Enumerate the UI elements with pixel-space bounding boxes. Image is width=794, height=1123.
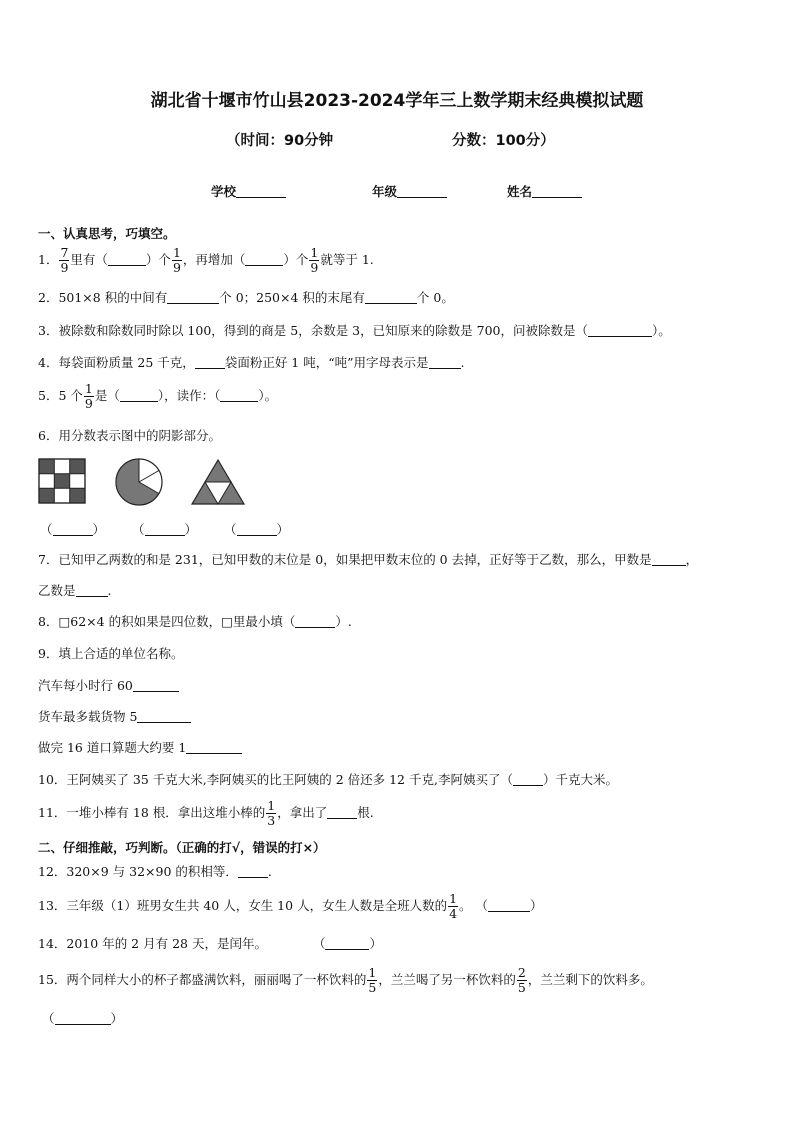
school-field[interactable] bbox=[211, 182, 286, 200]
grade-label: 年级 bbox=[372, 184, 398, 199]
question-7-cont: 乙数是 . bbox=[38, 583, 112, 598]
question-14: 14．2010 年的 2 月有 28 天，是闰年。 （ ） bbox=[38, 936, 382, 951]
answer-blank[interactable] bbox=[588, 324, 652, 337]
fraction: $\frac{1}{9}$ bbox=[84, 381, 93, 411]
figure-3-answer[interactable]: （ ） bbox=[224, 522, 290, 537]
name-label: 姓名 bbox=[507, 184, 533, 199]
fraction: $\frac{1}{4}$ bbox=[449, 891, 458, 921]
exam-score: 分数：100分） bbox=[452, 133, 555, 149]
fraction: $\frac{1}{5}$ bbox=[368, 965, 377, 995]
answer-blank[interactable] bbox=[365, 291, 417, 304]
figure-1-answer[interactable]: （ ） bbox=[40, 522, 106, 537]
answer-blank[interactable] bbox=[429, 356, 461, 369]
question-13: 13．三年级（1）班男女生共 40 人，女生 10 人，女生人数是全班人数的 $\frac{1}{4}$ 。 （ ） bbox=[38, 891, 543, 921]
answer-blank[interactable] bbox=[488, 899, 530, 912]
answer-blank[interactable] bbox=[327, 806, 357, 819]
exam-time: （时间：90分钟 bbox=[226, 133, 334, 149]
question-12: 12．320×9 与 32×90 的积相等． . bbox=[38, 864, 272, 879]
answer-blank[interactable] bbox=[55, 1012, 111, 1025]
question-1: 1． $\frac{7}{9}$ 里有（ ）个 $\frac{1}{9}$ ，再增加（ ）个 $\frac{1}{9}$ 就等于 1. bbox=[38, 245, 374, 275]
answer-blank[interactable] bbox=[652, 553, 686, 566]
question-9-line-3: 做完 16 道口算题大约要 1 bbox=[38, 740, 242, 756]
triangle-figure bbox=[190, 458, 246, 506]
question-7: 7．已知甲乙两数的和是 231，已知甲数的末位是 0，如果把甲数末位的 0 去掉，正好等于乙数，那么，甲数是 ， bbox=[38, 552, 699, 567]
answer-blank[interactable] bbox=[133, 679, 179, 692]
answer-blank[interactable] bbox=[220, 389, 258, 402]
answer-blank[interactable] bbox=[513, 773, 543, 786]
name-blank[interactable] bbox=[532, 184, 582, 198]
grade-blank[interactable] bbox=[397, 184, 447, 198]
circle-figure bbox=[114, 457, 164, 507]
question-2: 2．501×8 积的中间有 个 0；250×4 积的末尾有 个 0。 bbox=[38, 290, 454, 305]
section-1-heading: 一、认真思考，巧填空。 bbox=[38, 226, 176, 241]
fraction: $\frac{2}{5}$ bbox=[517, 965, 526, 995]
fraction: $\frac{1}{3}$ bbox=[267, 798, 276, 828]
question-3: 3．被除数和除数同时除以 100，得到的商是 5，余数是 3，已知原来的除数是 700，问被除数是（ ）。 bbox=[38, 323, 671, 338]
school-blank[interactable] bbox=[236, 184, 286, 198]
fraction: $\frac{1}{9}$ bbox=[310, 245, 319, 275]
answer-blank[interactable] bbox=[167, 291, 219, 304]
section-2-heading: 二、仔细推敲，巧判断。（正确的打√，错误的打×） bbox=[38, 840, 326, 855]
question-8: 8．□62×4 的积如果是四位数，□里最小填（ ）. bbox=[38, 614, 352, 629]
question-5: 5．5 个 $\frac{1}{9}$ 是（ ），读作：（ ）。 bbox=[38, 381, 278, 411]
question-11: 11．一堆小棒有 18 根．拿出这堆小棒的 $\frac{1}{3}$ ，拿出了 根. bbox=[38, 798, 374, 828]
question-9: 9．填上合适的单位名称。 bbox=[38, 646, 184, 661]
answer-blank[interactable] bbox=[108, 253, 146, 266]
question-6: 6．用分数表示图中的阴影部分。 bbox=[38, 428, 221, 443]
answer-blank[interactable] bbox=[76, 584, 108, 597]
name-field[interactable] bbox=[507, 182, 582, 200]
question-15: 15．两个同样大小的杯子都盛满饮料，丽丽喝了一杯饮料的 $\frac{1}{5}$ ，兰兰喝了另一杯饮料的 $\frac{2}{5}$ ，兰兰剩下的饮料多。 bbox=[38, 965, 653, 995]
question-10: 10．王阿姨买了 35 千克大米,李阿姨买的比王阿姨的 2 倍还多 12 千克,李阿姨买了（ ）千克大米。 bbox=[38, 772, 618, 787]
question-4: 4．每袋面粉质量 25 千克， 袋面粉正好 1 吨，“吨”用字母表示是 . bbox=[38, 355, 465, 370]
grade-field[interactable] bbox=[372, 182, 447, 200]
grid-figure bbox=[38, 458, 86, 504]
answer-blank[interactable] bbox=[137, 710, 191, 723]
answer-blank[interactable] bbox=[195, 356, 225, 369]
page-title: 湖北省十堰市竹山县2023-2024学年三上数学期末经典模拟试题 bbox=[150, 91, 644, 111]
question-9-line-1: 汽车每小时行 60 bbox=[38, 678, 179, 694]
answer-blank[interactable] bbox=[295, 615, 335, 628]
answer-blank[interactable] bbox=[325, 937, 369, 950]
school-label: 学校 bbox=[211, 184, 237, 199]
answer-blank[interactable] bbox=[120, 389, 158, 402]
question-9-line-2: 货车最多载货物 5 bbox=[38, 709, 191, 725]
answer-blank[interactable] bbox=[186, 741, 242, 754]
question-15-answer[interactable]: （ ） bbox=[42, 1011, 124, 1026]
fraction: $\frac{7}{9}$ bbox=[60, 245, 69, 275]
answer-blank[interactable] bbox=[245, 253, 283, 266]
answer-blank[interactable] bbox=[238, 865, 268, 878]
figure-2-answer[interactable]: （ ） bbox=[132, 522, 198, 537]
fraction: $\frac{1}{9}$ bbox=[172, 245, 181, 275]
